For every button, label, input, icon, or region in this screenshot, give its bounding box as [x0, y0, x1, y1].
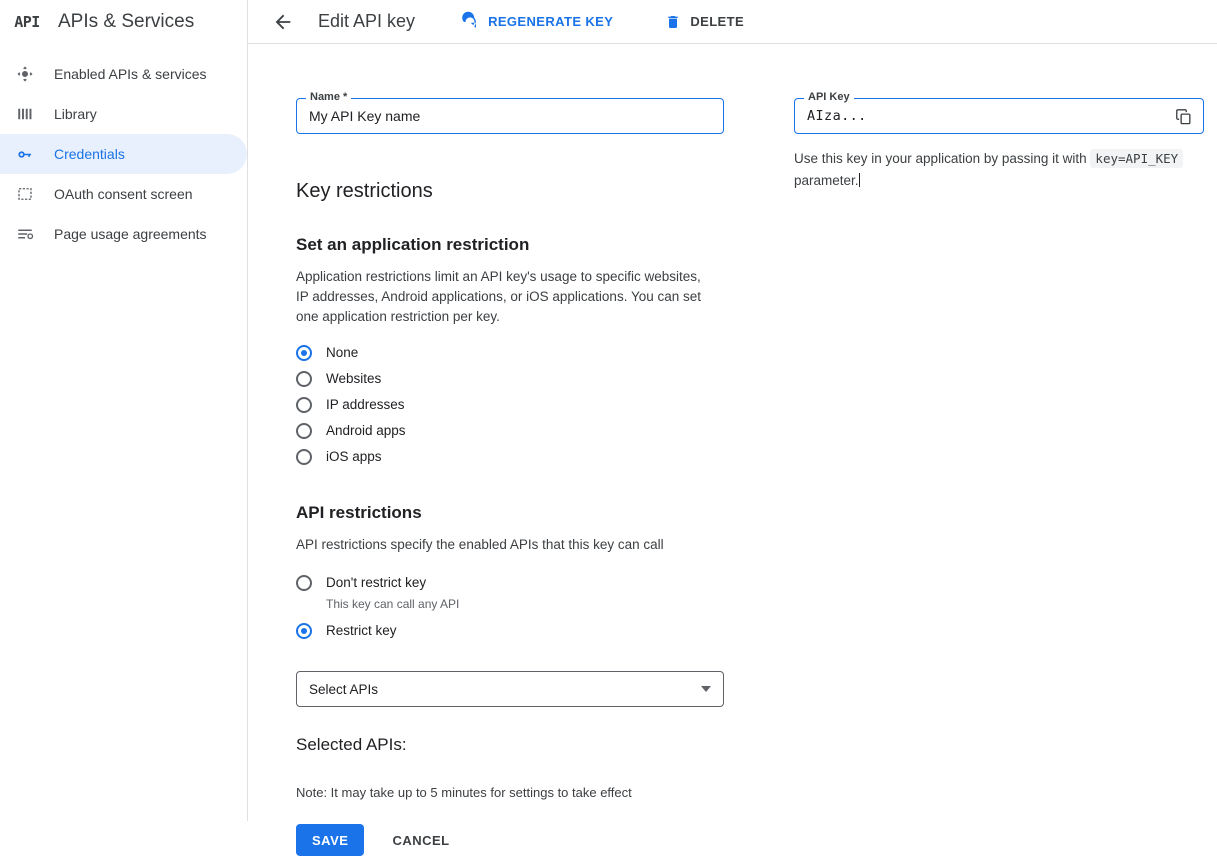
sidebar-item-credentials[interactable]	[0, 134, 247, 174]
radio-label: IP addresses	[326, 397, 405, 412]
sidebar-item-oauth-consent-screen[interactable]	[0, 174, 247, 214]
api-key-help-text	[794, 148, 1194, 192]
radio-option-restrict-key[interactable]	[296, 619, 724, 645]
radio-label: None	[326, 345, 359, 360]
cancel-button[interactable]: CANCEL	[386, 833, 455, 848]
radio-indicator[interactable]	[296, 397, 312, 413]
sidebar-item-label: Enabled APIs & services	[54, 66, 207, 82]
enabled-apis-icon	[14, 63, 36, 85]
refresh-icon	[461, 13, 479, 31]
text-caret	[859, 173, 860, 187]
radio-label: Don't restrict key	[326, 575, 427, 590]
copy-icon[interactable]	[1174, 107, 1193, 126]
left-column	[296, 91, 724, 856]
form-actions	[296, 824, 724, 856]
application-restriction-options	[296, 341, 724, 471]
regenerate-key-button[interactable]	[461, 13, 613, 31]
sidebar-title: APIs & Services	[58, 11, 195, 32]
name-field[interactable]	[296, 91, 724, 134]
radio-indicator[interactable]	[296, 575, 312, 591]
api-key-help-code: key=API_KEY	[1090, 149, 1183, 168]
radio-option-dont-restrict-key[interactable]	[296, 571, 724, 613]
radio-label: Websites	[326, 371, 382, 386]
application-restriction-heading: Set an application restriction	[296, 235, 530, 254]
consent-screen-icon	[14, 183, 36, 205]
radio-option-android-apps[interactable]	[296, 419, 724, 445]
api-key-field[interactable]	[794, 91, 1204, 134]
selected-apis-heading: Selected APIs:	[296, 735, 407, 754]
right-column	[794, 91, 1204, 192]
key-restrictions-heading: Key restrictions	[296, 180, 433, 202]
radio-indicator[interactable]	[296, 623, 312, 639]
radio-option-ios-apps[interactable]	[296, 445, 724, 471]
sidebar-item-label: Credentials	[54, 146, 125, 162]
delete-key-label: DELETE	[690, 14, 745, 29]
radio-indicator[interactable]	[296, 449, 312, 465]
api-logo: API	[14, 13, 40, 31]
main-area	[248, 0, 1217, 848]
arrow-left-icon[interactable]	[266, 5, 300, 39]
radio-option-websites[interactable]	[296, 367, 724, 393]
chevron-down-icon	[701, 686, 711, 692]
trash-icon	[665, 14, 681, 30]
api-key-input[interactable]	[805, 107, 1168, 125]
api-key-field-label: API Key	[804, 91, 854, 103]
sidebar-item-enabled-apis[interactable]	[0, 54, 247, 94]
radio-label: iOS apps	[326, 449, 382, 464]
delete-key-button[interactable]	[665, 14, 744, 30]
sidebar-item-library[interactable]	[0, 94, 247, 134]
radio-option-none[interactable]	[296, 341, 724, 367]
select-apis-value: Select APIs	[309, 681, 379, 697]
select-apis-dropdown[interactable]	[296, 671, 724, 707]
key-icon	[14, 143, 36, 165]
radio-sublabel: This key can call any API	[326, 597, 460, 611]
sidebar-item-label: OAuth consent screen	[54, 186, 193, 202]
radio-label: Restrict key	[326, 623, 397, 638]
sidebar-item-label: Page usage agreements	[54, 226, 207, 242]
regenerate-key-label: REGENERATE KEY	[488, 14, 614, 29]
api-key-help-suffix: parameter.	[794, 173, 859, 188]
name-input[interactable]	[307, 107, 713, 125]
radio-indicator[interactable]	[296, 345, 312, 361]
sidebar-item-page-usage-agreements[interactable]	[0, 214, 247, 254]
api-restrictions-heading: API restrictions	[296, 503, 422, 522]
radio-label: Android apps	[326, 423, 406, 438]
top-bar	[248, 0, 1217, 44]
library-icon	[14, 103, 36, 125]
sidebar	[0, 0, 248, 821]
radio-indicator[interactable]	[296, 423, 312, 439]
api-key-help-prefix: Use this key in your application by passing it with	[794, 151, 1087, 166]
name-field-label: Name *	[306, 91, 351, 103]
settings-note: Note: It may take up to 5 minutes for settings to take effect	[296, 785, 632, 800]
sidebar-nav	[0, 54, 247, 254]
api-restriction-options	[296, 571, 724, 645]
save-button[interactable]: SAVE	[296, 824, 364, 856]
sidebar-header	[0, 0, 247, 44]
page-title: Edit API key	[318, 11, 416, 31]
radio-option-ip-addresses[interactable]	[296, 393, 724, 419]
application-restriction-description: Application restrictions limit an API key's usage to specific websites, IP addresses, Android applications, or iOS applications. You can set one application restriction per key.	[296, 269, 702, 324]
api-restrictions-description: API restrictions specify the enabled APIs that this key can call	[296, 537, 664, 552]
radio-indicator[interactable]	[296, 371, 312, 387]
sidebar-item-label: Library	[54, 106, 97, 122]
page-usage-icon	[14, 223, 36, 245]
